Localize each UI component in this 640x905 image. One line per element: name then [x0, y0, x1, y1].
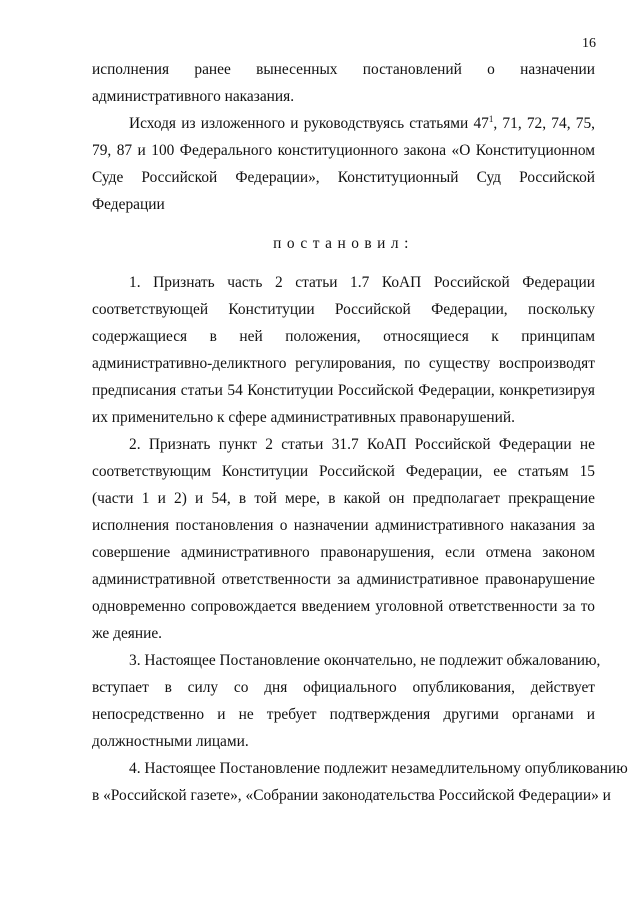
item2-line-7: одновременно сопровождается введением уголовной ответственности за то	[92, 598, 595, 615]
item2-line-6: административной ответственности за административное правонарушение	[92, 571, 595, 588]
basis-line-3: Суде Российской Федерации», Конституционный Суд Российской	[92, 169, 595, 186]
basis-line-2: 79, 87 и 100 Федерального конституционного закона «О Конституционном	[92, 142, 595, 159]
item3-line-1: 3. Настоящее Постановление окончательно, не подлежит обжалованию,	[129, 652, 601, 669]
basis-line-1-text: Исходя из изложенного и руководствуясь статьями 47	[129, 115, 489, 132]
item1-line-6: их применительно к сфере административных правонарушений.	[92, 409, 515, 426]
item2-line-8: же деяние.	[92, 625, 163, 642]
item2-line-2: соответствующим Конституции Российской Федерации, ее статьям 15	[92, 463, 595, 480]
item3-line-2: вступает в силу со дня официального опубликования, действует	[92, 679, 595, 696]
continuation-line-1: исполнения ранее вынесенных постановлений о назначении	[92, 61, 595, 78]
item3-line-4: должностными лицами.	[92, 733, 249, 750]
item2-line-5: совершение административного правонарушения, если отмена законом	[92, 544, 595, 561]
page-number: 16	[582, 36, 596, 51]
item1-line-4: административно-деликтного регулирования, по существу воспроизводят	[92, 355, 595, 372]
item2-line-3: (части 1 и 2) и 54, в той мере, в какой он предполагает прекращение	[92, 490, 595, 507]
resolution-heading: постановил:	[273, 235, 414, 252]
basis-line-1	[129, 113, 595, 135]
item1-line-1: 1. Признать часть 2 статьи 1.7 КоАП Российской Федерации	[129, 274, 595, 291]
basis-line-1-tail: , 71, 72, 74, 75,	[493, 115, 595, 132]
item4-line-1: 4. Настоящее Постановление подлежит незамедлительному опубликованию	[129, 760, 628, 777]
basis-line-4: Федерации	[92, 196, 165, 213]
item4-line-2: в «Российской газете», «Собрании законодательства Российской Федерации» и	[92, 787, 611, 804]
item2-line-4: исполнения постановления о назначении административного наказания за	[92, 517, 595, 534]
item3-line-3: непосредственно и не требует подтверждения другими органами и	[92, 706, 595, 723]
continuation-line-2: административного наказания.	[92, 88, 295, 105]
item1-line-5: предписания статьи 54 Конституции Российской Федерации, конкретизируя	[92, 382, 595, 399]
item2-line-1: 2. Признать пункт 2 статьи 31.7 КоАП Российской Федерации не	[129, 436, 595, 453]
item1-line-3: содержащиеся в ней положения, относящиеся к принципам	[92, 328, 595, 345]
article-superscript: 1	[488, 114, 494, 124]
item1-line-2: соответствующей Конституции Российской Федерации, поскольку	[92, 301, 595, 318]
